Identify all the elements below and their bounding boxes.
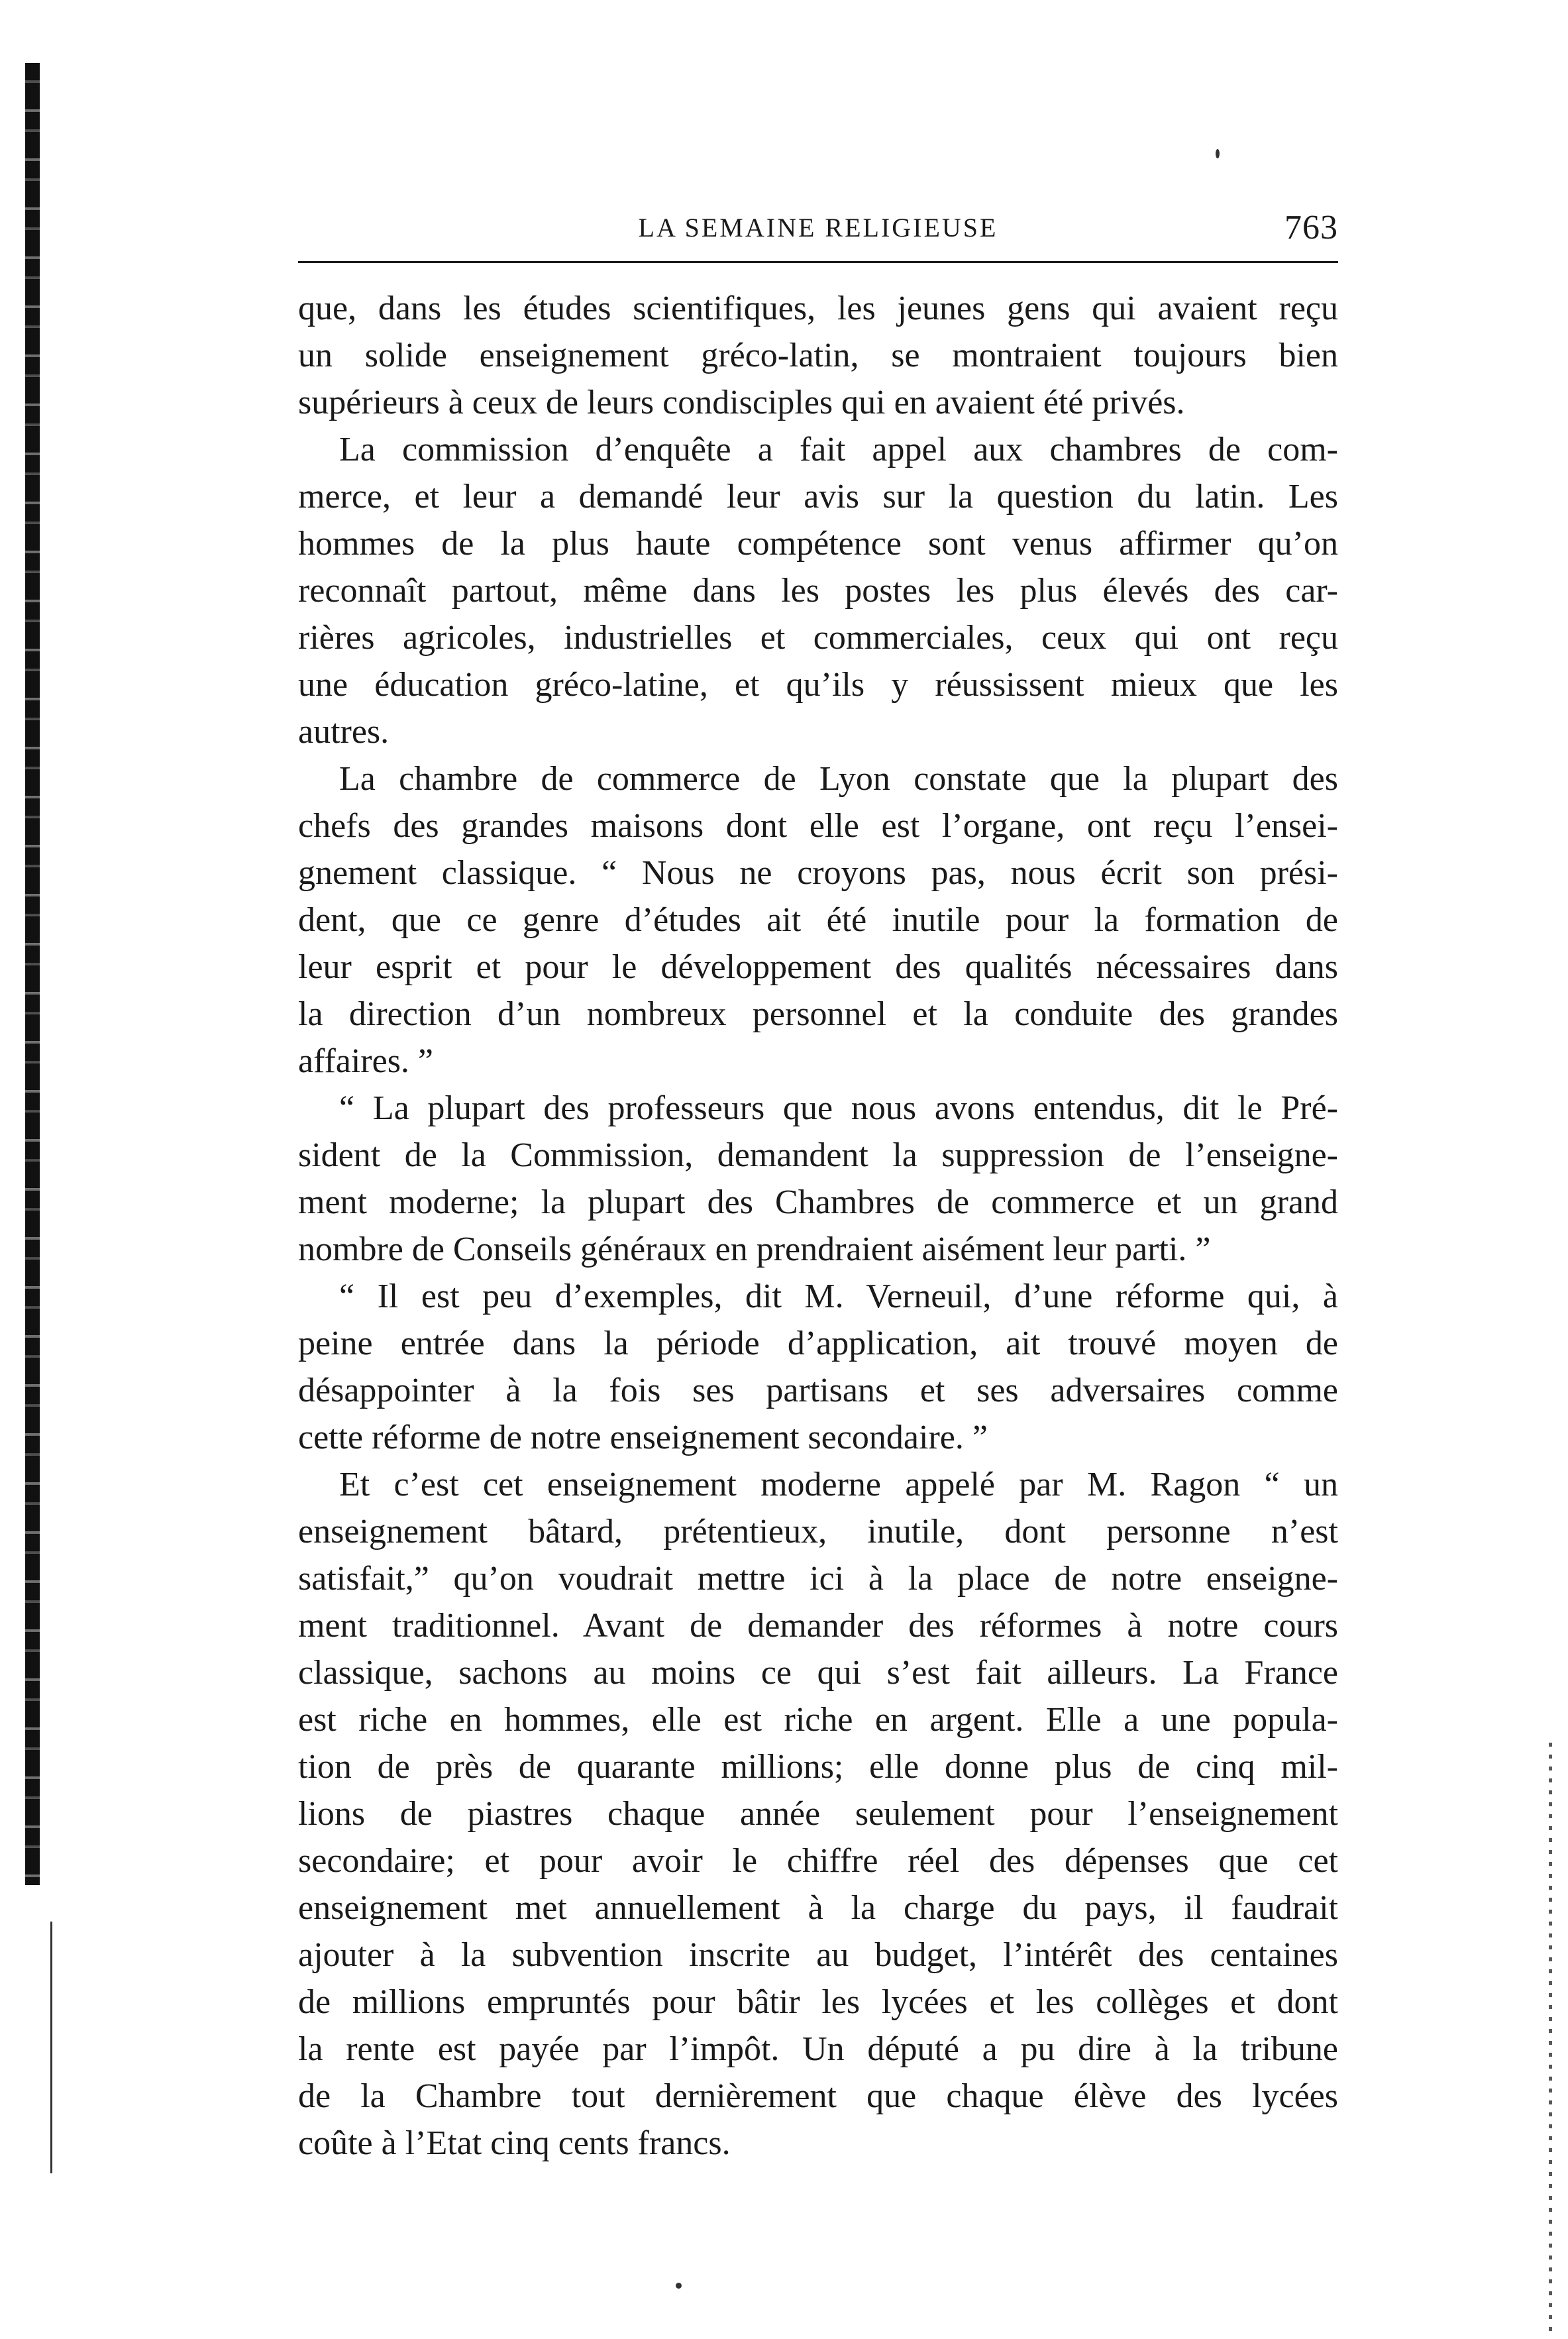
binding-edge-line xyxy=(50,1922,52,2173)
text-line: La commission d’enquête a fait appel aux chambres de com- xyxy=(339,431,1338,468)
text-line: de millions empruntés pour bâtir les lycées et les collèges et dont xyxy=(298,1983,1338,2021)
binding-edge xyxy=(25,63,40,1885)
text-line: satisfait,” qu’on voudrait mettre ici à la place de notre enseigne- xyxy=(298,1560,1338,1598)
text-line: coûte à l’Etat cinq cents francs. xyxy=(298,2124,731,2162)
text-line: reconnaît partout, même dans les postes les plus élevés des car- xyxy=(298,572,1338,610)
text-line: un solide enseignement gréco-latin, se montraient toujours bien xyxy=(298,337,1338,374)
text-line: supérieurs à ceux de leurs condisciples qui en avaient été privés. xyxy=(298,384,1185,421)
text-line: “ Il est peu d’exemples, dit M. Verneuil, d’une réforme qui, à xyxy=(339,1278,1338,1315)
text-line: dent, que ce genre d’études ait été inutile pour la formation de xyxy=(298,901,1338,939)
scan-dot xyxy=(676,2283,682,2289)
text-line: merce, et leur a demandé leur avis sur la question du latin. Les xyxy=(298,478,1338,516)
text-line: que, dans les études scientifiques, les jeunes gens qui avaient reçu xyxy=(298,290,1338,327)
page-number: 763 xyxy=(1284,209,1338,246)
text-line: classique, sachons au moins ce qui s’est fait ailleurs. La France xyxy=(298,1654,1338,1692)
text-line: sident de la Commission, demandent la suppression de l’enseigne- xyxy=(298,1136,1338,1174)
text-line: nombre de Conseils généraux en prendraient aisément leur parti. ” xyxy=(298,1230,1211,1268)
text-line: la rente est payée par l’impôt. Un député a pu dire à la tribune xyxy=(298,2030,1338,2068)
text-line: La chambre de commerce de Lyon constate que la plupart des xyxy=(339,760,1338,798)
text-line: enseignement met annuellement à la charge du pays, il faudrait xyxy=(298,1889,1338,1927)
text-line: rières agricoles, industrielles et commerciales, ceux qui ont reçu xyxy=(298,619,1338,657)
text-line: ment traditionnel. Avant de demander des réformes à notre cours xyxy=(298,1607,1338,1645)
text-line: hommes de la plus haute compétence sont venus affirmer qu’on xyxy=(298,525,1338,563)
text-line: secondaire; et pour avoir le chiffre réel des dépenses que cet xyxy=(298,1842,1338,1880)
text-line: désappointer à la fois ses partisans et ses adversaires comme xyxy=(298,1372,1338,1409)
text-line: peine entrée dans la période d’application, ait trouvé moyen de xyxy=(298,1325,1338,1362)
running-title: LA SEMAINE RELIGIEUSE xyxy=(638,213,998,243)
text-line: cette réforme de notre enseignement secondaire. ” xyxy=(298,1419,988,1456)
text-line: affaires. ” xyxy=(298,1042,434,1080)
text-line: ajouter à la subvention inscrite au budget, l’intérêt des centaines xyxy=(298,1936,1338,1974)
text-line: de la Chambre tout dernièrement que chaque élève des lycées xyxy=(298,2077,1338,2115)
text-line: leur esprit et pour le développement des qualités nécessaires dans xyxy=(298,948,1338,986)
scan-dot xyxy=(1216,149,1220,158)
text-line: gnement classique. “ Nous ne croyons pas, nous écrit son prési- xyxy=(298,854,1338,892)
text-line: ment moderne; la plupart des Chambres de commerce et un grand xyxy=(298,1183,1338,1221)
text-line: chefs des grandes maisons dont elle est l’organe, ont reçu l’ensei- xyxy=(298,807,1338,845)
text-line: est riche en hommes, elle est riche en argent. Elle a une popula- xyxy=(298,1701,1338,1739)
text-line: Et c’est cet enseignement moderne appelé par M. Ragon “ un xyxy=(339,1466,1338,1503)
text-line: la direction d’un nombreux personnel et la conduite des grandes xyxy=(298,995,1338,1033)
text-line: une éducation gréco-latine, et qu’ils y réussissent mieux que les xyxy=(298,666,1338,704)
body-text xyxy=(298,285,1338,2167)
text-line: tion de près de quarante millions; elle donne plus de cinq mil- xyxy=(298,1748,1338,1786)
text-line: lions de piastres chaque année seulement pour l’enseignement xyxy=(298,1795,1338,1833)
header-rule xyxy=(298,261,1338,263)
page-header xyxy=(298,209,1338,265)
text-line: autres. xyxy=(298,713,390,751)
text-line: “ La plupart des professeurs que nous avons entendus, dit le Pré- xyxy=(339,1089,1338,1127)
text-line: enseignement bâtard, prétentieux, inutile, dont personne n’est xyxy=(298,1513,1338,1550)
scan-speckle xyxy=(1549,1743,1552,2339)
